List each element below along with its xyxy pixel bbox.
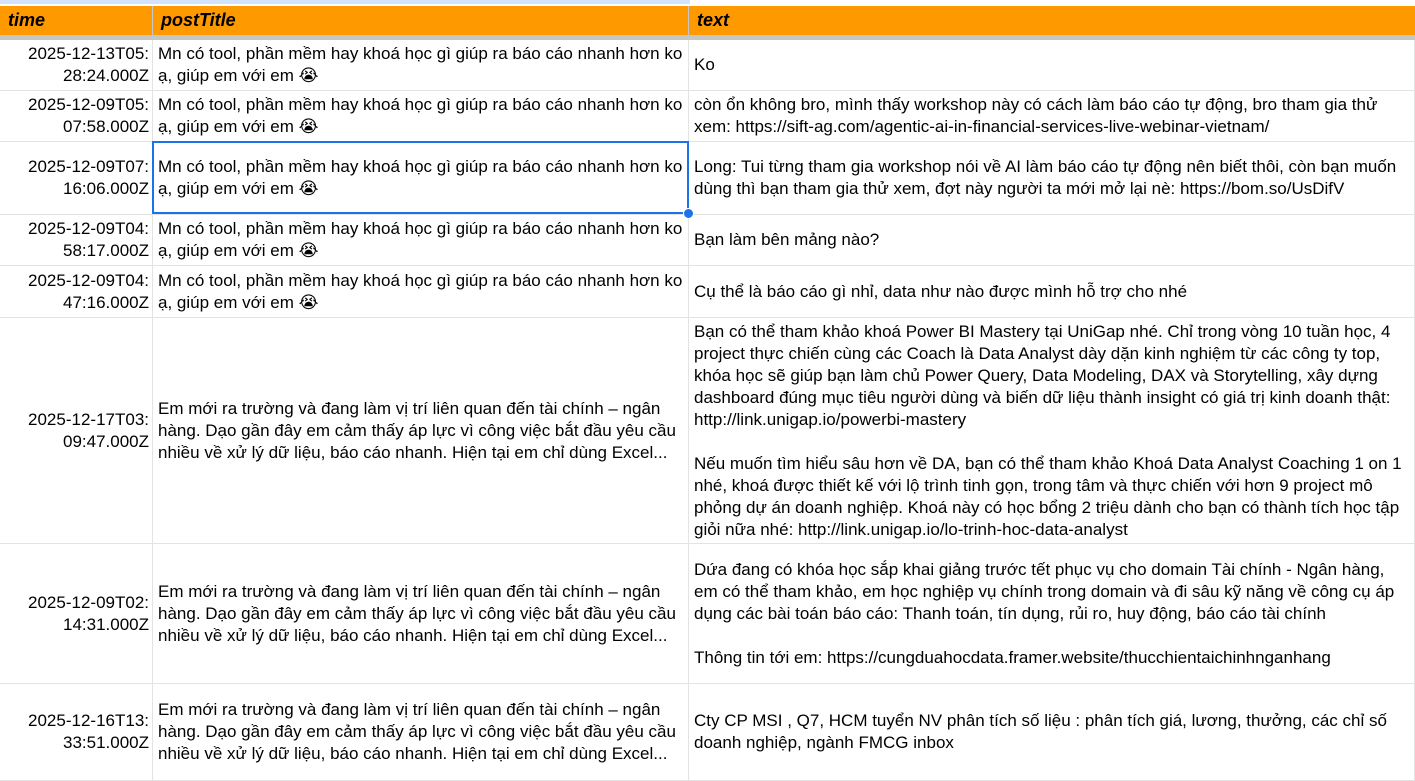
header-row (0, 6, 1415, 36)
cell-posttitle[interactable]: Em mới ra trường và đang làm vị trí liên quan đến tài chính – ngân hàng. Dạo gần đây em cảm thấy áp lực vì công việc bắt đầu yêu cầu nhiều về xử lý dữ liệu, báo cáo nhanh. Hiện tại em chỉ dùng Excel... (153, 544, 689, 683)
cell-time[interactable]: 2025-12-17T03: 09:47.000Z (0, 318, 153, 543)
cell-text[interactable]: còn ổn không bro, mình thấy workshop này có cách làm báo cáo tự động, bro tham gia thử xem: https://sift-ag.com/agentic-ai-in-financial-services-live-webinar-vietnam/ (689, 91, 1415, 141)
cell-time[interactable]: 2025-12-16T13: 33:51.000Z (0, 684, 153, 780)
cell-text[interactable]: Bạn có thể tham khảo khoá Power BI Mastery tại UniGap nhé. Chỉ trong vòng 10 tuần học, 4 project thực chiến cùng các Coach là Data Analyst dày dặn kinh nghiệm từ các công ty top, khóa học sẽ giúp bạn làm chủ Power Query, Data Modeling, DAX và Storytelling, xây dựng dashboard đúng mục tiêu người dùng và biến dữ liệu thành insight có giá trị kinh doanh thật: http://link.unigap.io/powerbi-mastery Nếu muốn tìm hiểu sâu hơn về DA, bạn có thể tham khảo Khoá Data Analyst Coaching 1 on 1 nhé, khoá được thiết kế với lộ trình tinh gọn, trong tâm và thực chiến với hơn 9 project mô phỏng dự án doanh nghiệp. Khoá này có học bổng 2 triệu dành cho bạn có thành tích học tập giỏi nữa nhé: http://link.unigap.io/lo-trinh-hoc-data-analyst (689, 318, 1415, 543)
cell-time[interactable]: 2025-12-09T07: 16:06.000Z (0, 142, 153, 214)
selected-columns-indicator (0, 0, 690, 4)
cell-text[interactable]: Dứa đang có khóa học sắp khai giảng trước tết phục vụ cho domain Tài chính - Ngân hàng, em có thể tham khảo, em học nghiệp vụ chính trong domain và đi sâu kỹ năng về công cụ áp dụng các bài toán báo cáo: Thanh toán, tín dụng, rủi ro, huy động, báo cáo tài chính Thông tin tới em: https://cungduahocdata.framer.website/thucchientaichinhnganhang (689, 544, 1415, 683)
cell-time[interactable]: 2025-12-09T04: 58:17.000Z (0, 215, 153, 265)
table-row (0, 142, 1415, 215)
cell-posttitle[interactable]: Em mới ra trường và đang làm vị trí liên quan đến tài chính – ngân hàng. Dạo gần đây em cảm thấy áp lực vì công việc bắt đầu yêu cầu nhiều về xử lý dữ liệu, báo cáo nhanh. Hiện tại em chỉ dùng Excel... (153, 318, 689, 543)
cell-text[interactable]: Cty CP MSI , Q7, HCM tuyển NV phân tích số liệu : phân tích giá, lương, thưởng, các chỉ số doanh nghiệp, ngành FMCG inbox (689, 684, 1415, 780)
cell-posttitle[interactable]: Mn có tool, phần mềm hay khoá học gì giúp ra báo cáo nhanh hơn ko ạ, giúp em với em 😭 (153, 91, 689, 141)
table-row (0, 684, 1415, 781)
cell-time[interactable]: 2025-12-09T02: 14:31.000Z (0, 544, 153, 683)
table-row (0, 318, 1415, 544)
header-cell-text[interactable]: text (697, 10, 730, 30)
fill-handle[interactable] (683, 208, 694, 219)
cell-posttitle[interactable]: Mn có tool, phần mềm hay khoá học gì giúp ra báo cáo nhanh hơn ko ạ, giúp em với em 😭 (153, 215, 689, 265)
cell-text[interactable]: Bạn làm bên mảng nào? (689, 215, 1415, 265)
cell-posttitle-selected[interactable]: Mn có tool, phần mềm hay khoá học gì giúp ra báo cáo nhanh hơn ko ạ, giúp em với em 😭 (153, 142, 689, 214)
header-cell-posttitle[interactable]: postTitle (153, 6, 689, 35)
cell-text[interactable]: Ko (689, 40, 1415, 90)
cell-posttitle[interactable]: Mn có tool, phần mềm hay khoá học gì giúp ra báo cáo nhanh hơn ko ạ, giúp em với em 😭 (153, 40, 689, 90)
cell-posttitle[interactable]: Em mới ra trường và đang làm vị trí liên quan đến tài chính – ngân hàng. Dạo gần đây em cảm thấy áp lực vì công việc bắt đầu yêu cầu nhiều về xử lý dữ liệu, báo cáo nhanh. Hiện tại em chỉ dùng Excel... (153, 684, 689, 780)
cell-text[interactable]: Long: Tui từng tham gia workshop nói về AI làm báo cáo tự động nên biết thôi, còn bạn muốn dùng thì bạn tham gia thử xem, đợt này người ta mới mở lại nè: https://bom.so/UsDifV (689, 142, 1415, 214)
table-row (0, 215, 1415, 266)
table-row (0, 40, 1415, 91)
cell-posttitle[interactable]: Mn có tool, phần mềm hay khoá học gì giúp ra báo cáo nhanh hơn ko ạ, giúp em với em 😭 (153, 266, 689, 317)
cell-time[interactable]: 2025-12-09T05: 07:58.000Z (0, 91, 153, 141)
header-cell-time[interactable]: time (0, 6, 153, 35)
table-row (0, 266, 1415, 318)
cell-text[interactable]: Cụ thể là báo cáo gì nhỉ, data như nào được mình hỗ trợ cho nhé (689, 266, 1415, 317)
cell-time[interactable]: 2025-12-09T04: 47:16.000Z (0, 266, 153, 317)
table-row (0, 91, 1415, 142)
table-row (0, 544, 1415, 684)
cell-time[interactable]: 2025-12-13T05: 28:24.000Z (0, 40, 153, 90)
